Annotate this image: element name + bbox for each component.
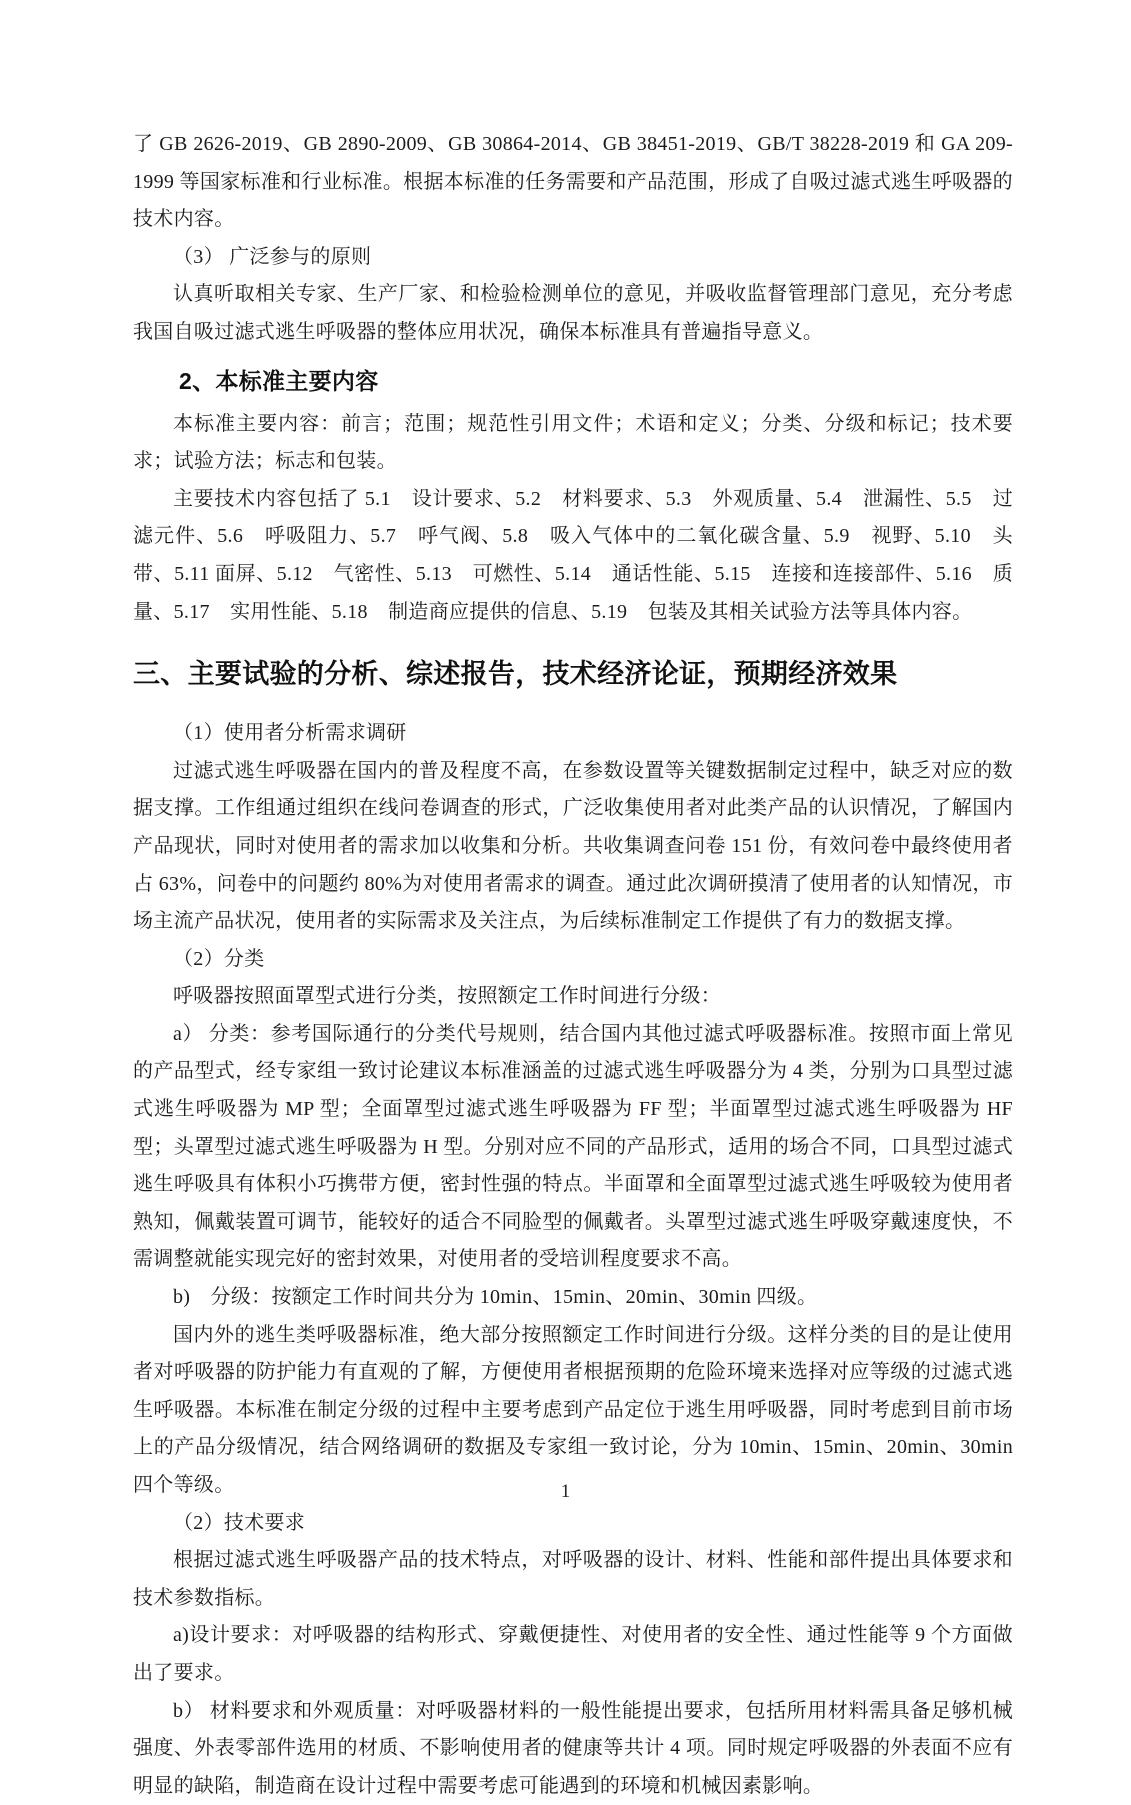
paragraph: a） 分类：参考国际通行的分类代号规则，结合国内其他过滤式呼吸器标准。按照市面上常见的产品型式，经专家组一致讨论建议本标准涵盖的过滤式逃生呼吸器分为 4 类，分别为口具型过滤式逃生呼吸器为 MP 型；全面罩型过滤式逃生呼吸器为 FF 型；半面罩型过滤式逃生呼吸器为 HF 型；头罩型过滤式逃生呼吸器为 H 型。分别对应不同的产品形式，适用的场合不同，口具型过滤式逃生呼吸具有体积小巧携带方便，密封性强的特点。半面罩和全面罩型过滤式逃生呼吸较为使用者熟知，佩戴装置可调节，能较好的适合不同脸型的佩戴者。头罩型过滤式逃生呼吸穿戴速度快，不需调整就能实现完好的密封效果，对使用者的受培训程度要求不高。 [133, 1022, 1013, 1271]
paragraph: （2）分类 [173, 947, 265, 970]
paragraph: （2）技术要求 [173, 1511, 306, 1534]
paragraph: 呼吸器按照面罩型式进行分类，按照额定工作时间进行分级： [173, 985, 722, 1008]
paragraph: 根据过滤式逃生呼吸器产品的技术特点，对呼吸器的设计、材料、性能和部件提出具体要求和技术参数指标。 [133, 1549, 1013, 1609]
paragraph: 认真听取相关专家、生产厂家、和检验检测单位的意见，并吸收监督管理部门意见，充分考虑我国自吸过滤式逃生呼吸器的整体应用状况，确保本标准具有普遍指导意义。 [133, 283, 1013, 343]
paragraph: b） 材料要求和外观质量：对呼吸器材料的一般性能提出要求，包括所用材料需具备足够机械强度、外表零部件选用的材质、不影响使用者的健康等共计 4 项。同时规定呼吸器的外表面不应有明显的缺陷，制造商在设计过程中需要考虑可能遇到的环境和机械因素影响。 [133, 1699, 1013, 1797]
paragraph: （3） 广泛参与的原则 [173, 245, 372, 268]
paragraph: a)设计要求：对呼吸器的结构形式、穿戴便捷性、对使用者的安全性、通过性能等 9 个方面做出了要求。 [133, 1624, 1013, 1684]
section-heading: 2、本标准主要内容 [179, 367, 379, 394]
paragraph: （1）使用者分析需求调研 [173, 722, 407, 745]
section-heading: 三、主要试验的分析、综述报告，技术经济论证，预期经济效果 [133, 659, 898, 690]
paragraph: 本标准主要内容：前言；范围；规范性引用文件；术语和定义；分类、分级和标记；技术要求；试验方法；标志和包装。 [133, 412, 1013, 473]
paragraph: 过滤式逃生呼吸器在国内的普及程度不高，在参数设置等关键数据制定过程中，缺乏对应的数据支撑。工作组通过组织在线问卷调查的形式，广泛收集使用者对此类产品的认识情况，了解国内产品现状，同时对使用者的需求加以收集和分析。共收集调查问卷 151 份，有效问卷中最终使用者占 63%，问卷中的问题约 80%为对使用者需求的调查。通过此次调研摸清了使用者的认知情况，市场主流产品状况，使用者的实际需求及关注点，为后续标准制定工作提供了有力的数据支撑。 [133, 759, 1013, 933]
paragraph: 主要技术内容包括了 5.1 设计要求、5.2 材料要求、5.3 外观质量、5.4 泄漏性、5.5 过滤元件、5.6 呼吸阻力、5.7 呼气阀、5.8 吸入气体中的二氧化碳含量、5.9 视野、5.10 头带、5.11 面屏、5.12 气密性、5.13 可燃性、5.14 通话性能、5.15 连接和连接部件、5.16 质量、5.17 实用性能、5.18 制造商应提供的信息、5.19 包装及其相关试验方法等具体内容。 [133, 487, 1013, 623]
paragraph: 国内外的逃生类呼吸器标准，绝大部分按照额定工作时间进行分级。这样分类的目的是让使用者对呼吸器的防护能力有直观的了解，方便使用者根据预期的危险环境来选择对应等级的过滤式逃生呼吸器。本标准在制定分级的过程中主要考虑到产品定位于逃生用呼吸器，同时考虑到目前市场上的产品分级情况，结合网络调研的数据及专家组一致讨论，分为 10min、15min、20min、30min 四个等级。 [133, 1323, 1013, 1496]
page-number: 1 [560, 1481, 571, 1502]
paragraph: 了 GB 2626-2019、GB 2890-2009、GB 30864-2014、GB 38451-2019、GB/T 38228-2019 和 GA 209-1999 等国家标准和行业标准。根据本标准的任务需要和产品范围，形成了自吸过滤式逃生呼吸器的技术内容。 [133, 133, 1013, 231]
paragraph: b) 分级：按额定工作时间共分为 10min、15min、20min、30min 四级。 [173, 1286, 818, 1309]
